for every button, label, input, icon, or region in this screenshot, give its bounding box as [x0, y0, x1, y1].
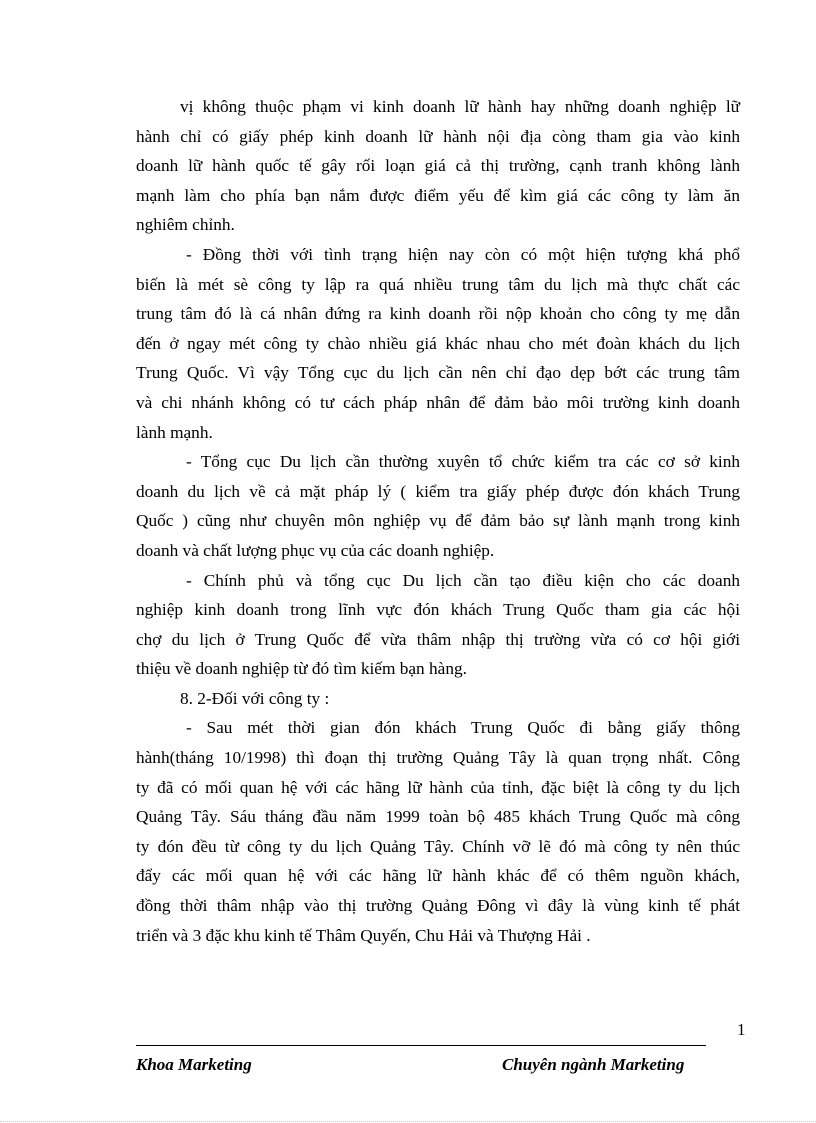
footer-faculty: Khoa Marketing [136, 1055, 252, 1074]
page-edge-divider [0, 1121, 816, 1122]
paragraph-line: chợ du lịch ở Trung Quốc để vừa thâm nhập thị trường vừa có cơ hội giới [136, 629, 740, 649]
paragraph-line: trung tâm đó là cá nhân đứng ra kinh doanh rồi nộp khoản cho công ty mẹ dẫn [136, 304, 740, 324]
paragraph-line: ty đón đều từ công ty du lịch Quảng Tây. Chính vỡ lẽ đó mà công ty nên thúc [136, 836, 740, 856]
paragraph-line: đến ở ngay mét công ty chào nhiều giá khác nhau cho mét đoàn khách du lịch [136, 333, 740, 353]
paragraph-line: Quảng Tây. Sáu tháng đầu năm 1999 toàn bộ 485 khách Trung Quốc mà công [136, 807, 740, 827]
paragraph-line: - Tổng cục Du lịch cần thường xuyên tổ chức kiểm tra các cơ sở kinh [186, 452, 740, 472]
paragraph-line: thiệu về doanh nghiệp từ đó tìm kiếm bạn hàng. [136, 659, 467, 679]
page-number: 1 [737, 1020, 746, 1039]
section-heading: 8. 2-Đối với công ty : [180, 688, 330, 708]
paragraph-line: Quốc ) cũng như chuyên môn nghiệp vụ để đảm bảo sự lành mạnh trong kinh [136, 511, 740, 531]
paragraph-line: đồng thời thâm nhập vào thị trường Quảng Đông vì đây là vùng kinh tế phát [136, 896, 740, 916]
paragraph-line: ty đã có mối quan hệ với các hãng lữ hành của tỉnh, đặc biệt là công ty du lịch [136, 777, 740, 797]
paragraph-line: nghiêm chỉnh. [136, 215, 235, 235]
paragraph-line: - Chính phủ và tổng cục Du lịch cần tạo điều kiện cho các doanh [186, 570, 740, 590]
footer-divider [136, 1045, 706, 1046]
paragraph-line: lành mạnh. [136, 422, 213, 442]
paragraph-line: nghiệp kinh doanh trong lĩnh vực đón khách Trung Quốc tham gia các hội [136, 600, 740, 620]
paragraph-line: doanh và chất lượng phục vụ của các doanh nghiệp. [136, 540, 495, 560]
paragraph-line: hành(tháng 10/1998) thì đoạn thị trường Quảng Tây là quan trọng nhất. Công [136, 748, 740, 768]
paragraph-line: biến là mét sè công ty lập ra quá nhiều trung tâm du lịch mà thực chất các [136, 274, 740, 294]
paragraph-line: doanh du lịch về cả mặt pháp lý ( kiểm tra giấy phép được đón khách Trung [136, 481, 740, 501]
paragraph-line: và chi nhánh không có tư cách pháp nhân để đảm bảo môi trường kinh doanh [136, 392, 740, 412]
paragraph-line: - Đồng thời với tình trạng hiện nay còn có một hiện tượng khá phổ [186, 244, 740, 264]
paragraph-line: triển và 3 đặc khu kinh tế Thâm Quyến, Chu Hải và Thượng Hải . [136, 925, 591, 945]
document-body [136, 92, 740, 950]
paragraph-line: Trung Quốc. Vì vậy Tổng cục du lịch cần nên chỉ đạo dẹp bớt các trung tâm [136, 363, 740, 383]
paragraph-line: - Sau mét thời gian đón khách Trung Quốc đi bằng giấy thông [186, 718, 740, 738]
footer-major: Chuyên ngành Marketing [502, 1055, 685, 1074]
paragraph-line: vị không thuộc phạm vi kinh doanh lữ hành hay những doanh nghiệp lữ [180, 97, 740, 116]
paragraph-line: mạnh làm cho phía bạn nắm được điểm yếu để kìm giá các công ty làm ăn [136, 185, 740, 205]
paragraph-line: đẩy các mối quan hệ với các hãng lữ hành khác để có thêm nguồn khách, [136, 866, 740, 886]
paragraph-line: hành chỉ có giấy phép kinh doanh lữ hành nội địa còng tham gia vào kinh [136, 126, 740, 146]
paragraph-line: doanh lữ hành quốc tế gây rối loạn giá cả thị trường, cạnh tranh không lành [136, 156, 740, 176]
